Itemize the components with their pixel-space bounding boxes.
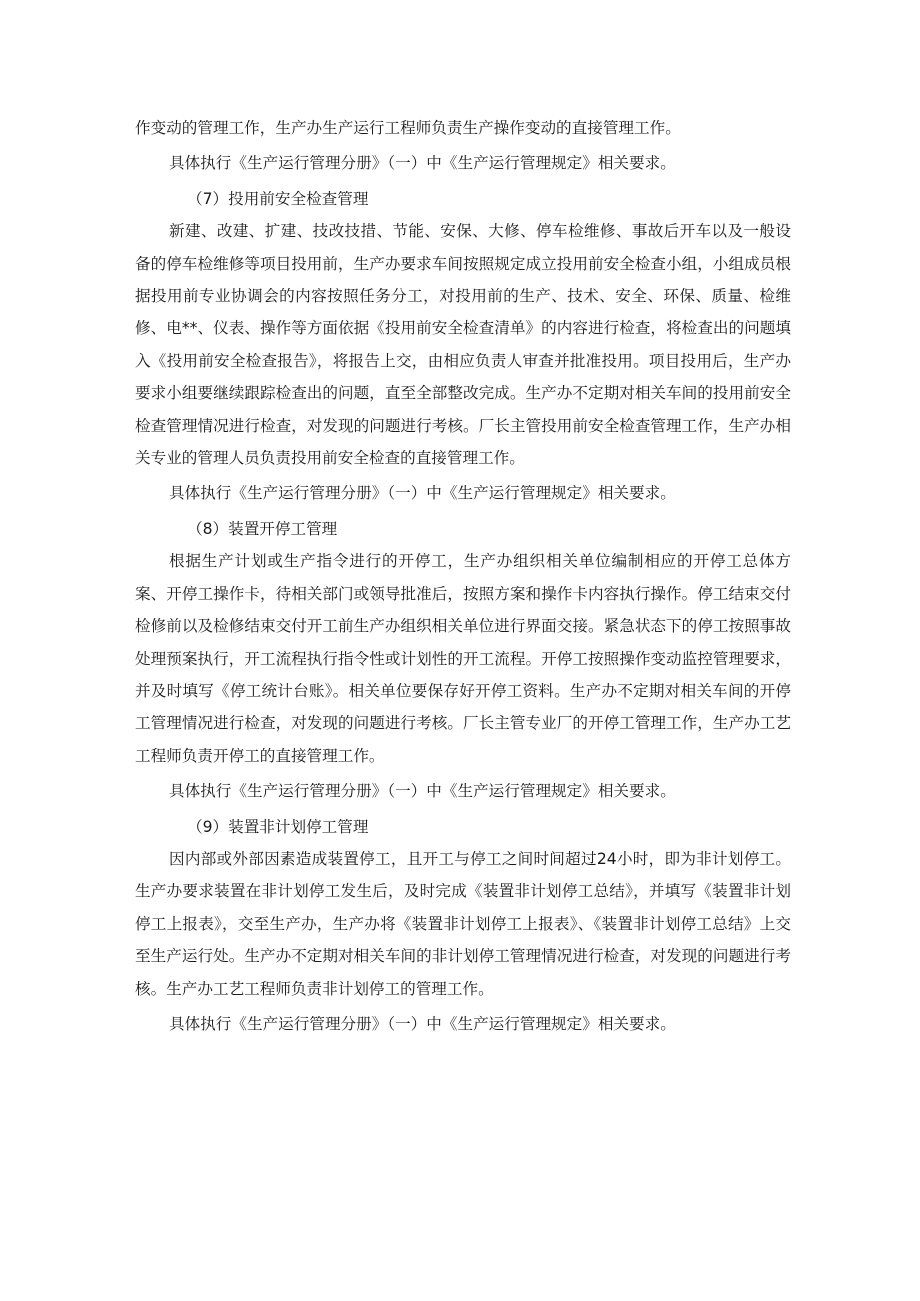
document-body: [135, 112, 791, 1040]
paragraph-reference: 具体执行《生产运行管理分册》（一）中《生产运行管理规定》相关要求。: [169, 484, 676, 503]
paragraph-reference: 具体执行《生产运行管理分册》（一）中《生产运行管理规定》相关要求。: [169, 154, 676, 173]
paragraph-continuation: 作变动的管理工作，生产办生产运行工程师负责生产操作变动的直接管理工作。: [135, 119, 681, 137]
paragraph-reference: 具体执行《生产运行管理分册》（一）中《生产运行管理规定》相关要求。: [169, 1014, 676, 1033]
paragraph-reference: 具体执行《生产运行管理分册》（一）中《生产运行管理规定》相关要求。: [169, 782, 676, 801]
section-heading-7: （7）投用前安全检查管理: [187, 189, 369, 208]
paragraph-body-8: 根据生产计划或生产指令进行的开停工，生产办组织相关单位编制相应的开停工总体方案、开停工操作卡，待相关部门或领导批准后，按照方案和操作卡内容执行操作。停工结束交付检修前以及检修结束交付开工前生产办组织相关单位进行界面交接。紧急状态下的停工按照事故处理预案执行，开工流程执行指令性或计划性的开工流程。开停工按照操作变动监控管理要求，并及时填写《停工统计台账》。相关单位要保存好开停工资料。生产办不定期对相关车间的开停工管理情况进行检查，对发现的问题进行考核。厂长主管专业厂的开停工管理工作，生产办工艺工程师负责开停工的直接管理工作。: [135, 552, 791, 765]
section-heading-8: （8）装置开停工管理: [187, 519, 338, 538]
paragraph-body-7: 新建、改建、扩建、技改技措、节能、安保、大修、停车检维修、事故后开车以及一般设备的停车检维修等项目投用前，生产办要求车间按照规定成立投用前安全检查小组，小组成员根据投用前专业协调会的内容按照任务分工，对投用前的生产、技术、安全、环保、质量、检维修、电**、仪表、操作等方面依据《投用前安全检查清单》的内容进行检查，将检查出的问题填入《投用前安全检查报告》，将报告上交，由相应负责人审查并批准投用。项目投用后，生产办要求小组要继续跟踪检查出的问题，直至全部整改完成。生产办不定期对相关车间的投用前安全检查管理情况进行检查，对发现的问题进行考核。厂长主管投用前安全检查管理工作，生产办相关专业的管理人员负责投用前安全检查的直接管理工作。: [135, 222, 791, 468]
paragraph-body-9: 因内部或外部因素造成装置停工，且开工与停工之间时间超过24小时，即为非计划停工。生产办要求装置在非计划停工发生后，及时完成《装置非计划停工总结》，并填写《装置非计划停工上报表》，交至生产办，生产办将《装置非计划停工上报表》、《装置非计划停工总结》上交至生产运行处。生产办不定期对相关车间的非计划停工管理情况进行检查，对发现的问题进行考核。生产办工艺工程师负责非计划停工的管理工作。: [135, 849, 791, 998]
section-heading-9: （9）装置非计划停工管理: [187, 817, 369, 836]
